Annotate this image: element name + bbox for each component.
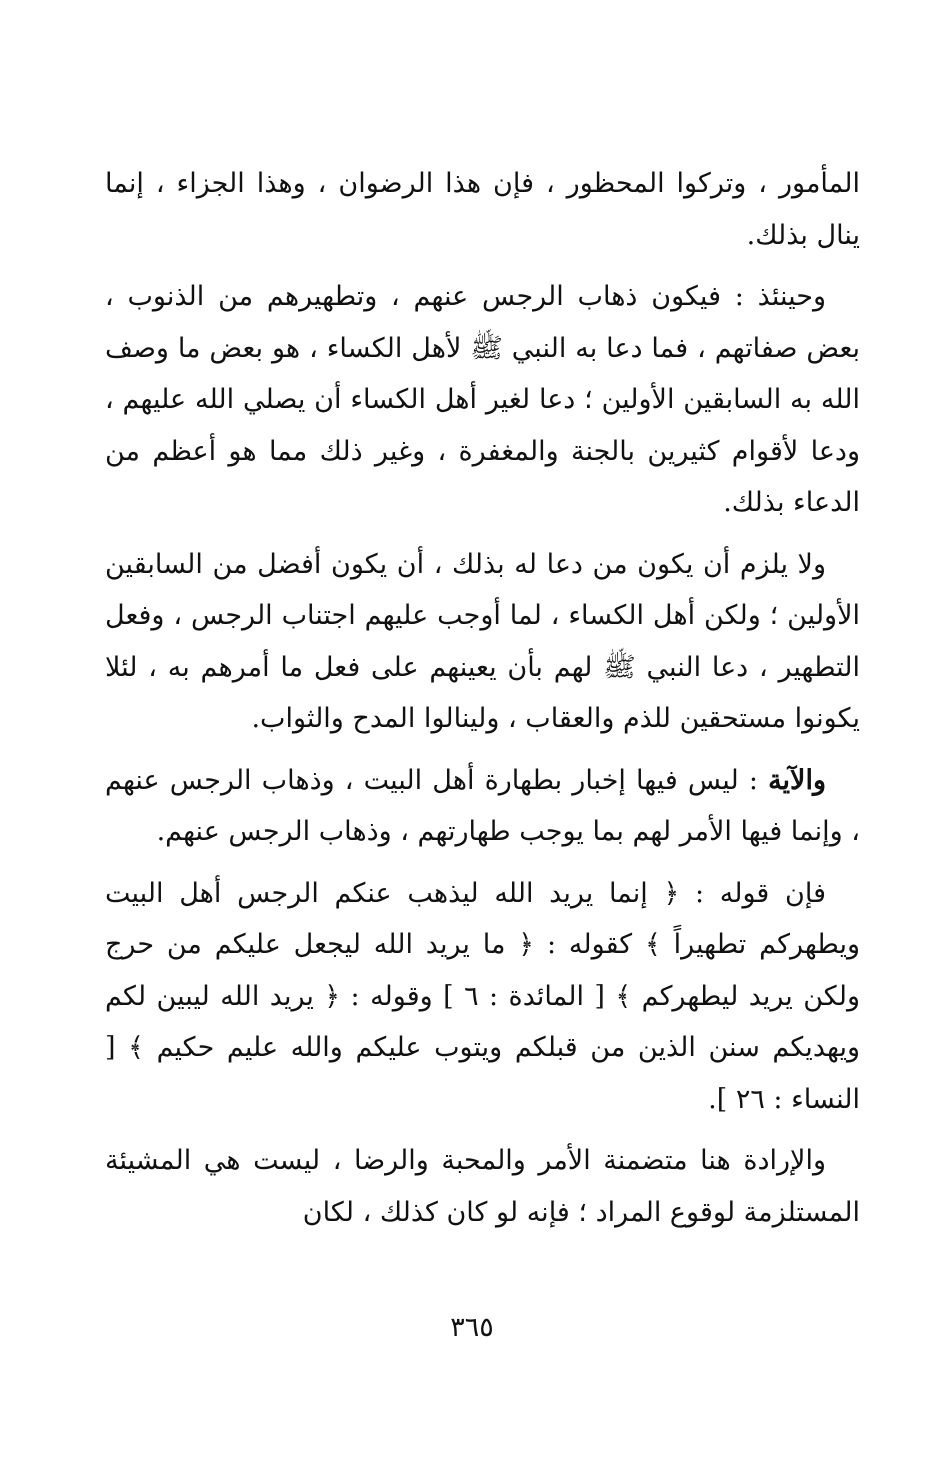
paragraph-2 [105, 271, 860, 529]
paragraph-6 [105, 1135, 860, 1238]
paragraph-3-text: ولا يلزم أن يكون من دعا له بذلك ، أن يكون أفضل من السابقين الأولين ؛ ولكن أهل الكساء ، لما أوجب عليهم اجتناب الرجس ، وفعل التطهير ، دعا النبي ﷺ لهم بأن يعينهم على فعل ما أمرهم به ، لئلا يكونوا مستحقين للذم والعقاب ، ولينالوا المدح والثواب. [105, 548, 860, 734]
text-body [105, 158, 860, 1248]
paragraph-4-lead: والآية [768, 764, 826, 796]
paragraph-4 [105, 755, 860, 858]
paragraph-1-text: المأمور ، وتركوا المحظور ، فإن هذا الرضوان ، وهذا الجزاء ، إنما ينال بذلك. [105, 168, 860, 251]
paragraph-5-text: فإن قوله : ﴿ إنما يريد الله ليذهب عنكم الرجس أهل البيت ويطهركم تطهيراً ﴾ كقوله : ﴿ ما يريد الله ليجعل عليكم من حرج ولكن يريد ليطهركم ﴾ [ المائدة : ٦ ] وقوله : ﴿ يريد الله ليبين لكم ويهديكم سنن الذين من قبلكم ويتوب عليكم والله عليم حكيم ﴾ [ النساء : ٢٦ ]. [105, 877, 860, 1115]
paragraph-4-text: : ليس فيها إخبار بطهارة أهل البيت ، وذهاب الرجس عنهم ، وإنما فيها الأمر لهم بما يوجب طهارتهم ، وذهاب الرجس عنهم. [105, 764, 860, 847]
page-number: ٣٦٥ [450, 1312, 494, 1343]
paragraph-5 [105, 868, 860, 1126]
paragraph-6-text: والإرادة هنا متضمنة الأمر والمحبة والرضا ، ليست هي المشيئة المستلزمة لوقوع المراد ؛ فإنه لو كان كذلك ، لكان [105, 1145, 860, 1228]
paragraph-3 [105, 539, 860, 745]
paragraph-1 [105, 158, 860, 261]
paragraph-2-text: وحينئذ : فيكون ذهاب الرجس عنهم ، وتطهيرهم من الذنوب ، بعض صفاتهم ، فما دعا به النبي ﷺ لأهل الكساء ، هو بعض ما وصف الله به السابقين الأولين ؛ دعا لغير أهل الكساء أن يصلي الله عليهم ، ودعا لأقوام كثيرين بالجنة والمغفرة ، وغير ذلك مما هو أعظم من الدعاء بذلك. [105, 281, 860, 518]
